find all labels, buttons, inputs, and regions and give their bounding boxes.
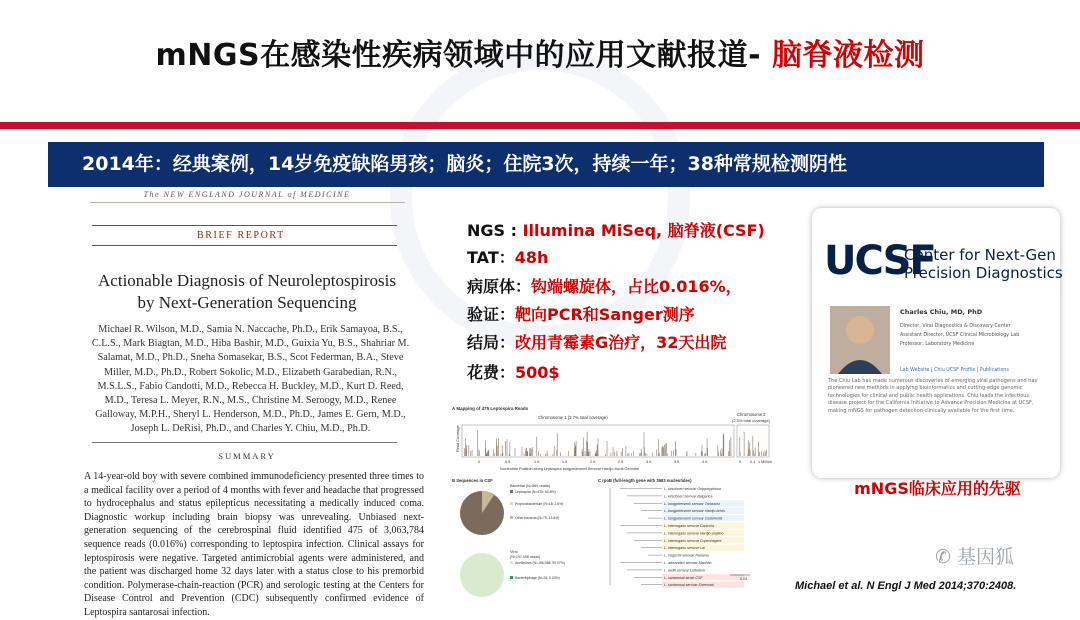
coverage-bar: [628, 453, 629, 456]
info-label: 验证：: [467, 305, 516, 324]
summary-rule: [92, 442, 397, 443]
coverage-bar: [568, 451, 569, 456]
coverage-bar: [645, 453, 646, 456]
coverage-bar: [526, 448, 527, 456]
tick-label: 3.5: [674, 460, 680, 464]
coverage-bar: [621, 452, 622, 456]
coverage-bar: [764, 451, 765, 456]
journal-rule: [90, 202, 405, 203]
coverage-bar: [590, 451, 591, 456]
legend-swatch-other: [510, 516, 513, 519]
pioneer-caption: mNGS临床应用的先驱: [854, 479, 1021, 498]
info-label: 结局：: [467, 333, 516, 352]
coverage-bar: [557, 433, 558, 456]
coverage-bar: [640, 453, 641, 456]
coverage-bar: [472, 450, 473, 456]
coverage-bar: [704, 454, 705, 456]
profile-role1: Director, Viral Diagnostics & Discovery Center: [900, 324, 1011, 329]
profile-bio-box: [828, 378, 1048, 450]
viral-legend-title: Viral: [510, 550, 518, 554]
tick-label: 0: [478, 460, 481, 464]
summary-text: A 14-year-old boy with severe combined immunodeficiency presented three times to a medical facility over a period of 4 months with fever and headache that progressed to hydrocephalus and status epilepticus necessitating a medically induced coma. Diagnostic workup including brain biopsy was unrevealing. Unbiased next-generation sequencing of the cerebrospinal fluid identified 475 of 3,063,784 sequence reads (0.016%) corresponding to leptospira infection. Clinical assays for leptospirosis were negative. Targeted antimicrobial agents were administered, and the patient was discharged home 32 days later with a status close to his premorbid condition. Polymerase-chain-reaction (PCR) and serologic testing at the Centers for Disease Control and Prevention (CDC) subsequently confirmed evidence of Leptospira santarosai infection.: [84, 471, 424, 618]
coverage-bar: [755, 447, 756, 456]
coverage-bar: [652, 452, 653, 456]
section-rule-top: [92, 225, 397, 226]
info-value: 钩端螺旋体，占比0.016%，: [531, 277, 742, 296]
slide-title: [0, 30, 1080, 74]
title-divider: [0, 122, 1080, 129]
viral-legend-count: (N=197,098 reads): [510, 555, 541, 559]
coverage-bar: [718, 445, 719, 456]
tree-leaf-label: L. interrogans serovar Canicola: [664, 524, 714, 528]
legend-swatch-leptospira: [510, 490, 513, 493]
tree-leaf-label: L. borgpetersenii serovar Hardjo-bovis: [664, 509, 725, 514]
coverage-bar: [765, 451, 766, 456]
coverage-bar: [589, 449, 590, 456]
profile-name: Charles Chiu, MD, PhD: [900, 308, 983, 316]
tree-leaf-label: L. santarosai serovar Shermani: [664, 583, 714, 588]
tree-leaf-label: L. borgpetersenii serovar Tarassovi: [664, 501, 720, 506]
section-rule-bottom: [92, 245, 397, 246]
coverage-bar: [639, 453, 640, 456]
ucsf-card-graphic: [812, 208, 1063, 478]
summary-label: SUMMARY: [218, 451, 276, 461]
article-title: [82, 270, 412, 314]
coverage-bar: [509, 454, 510, 456]
coverage-bar: [530, 448, 531, 456]
coverage-bar: [583, 437, 584, 456]
info-ngs: [467, 218, 765, 241]
tick-label: 2.0: [590, 460, 596, 464]
coverage-bar: [723, 435, 724, 456]
coverage-bar: [663, 447, 664, 456]
tree-leaf-label: L. interrogans serovar Hardjo-prajitno: [664, 531, 724, 536]
tree-leaf-label: L. weilii serovar Celledoni: [664, 568, 705, 573]
coverage-bar: [536, 437, 537, 456]
coverage-bar: [498, 438, 499, 456]
y-axis-label: Read Coverage: [456, 425, 460, 452]
coverage-bar: [596, 450, 597, 456]
info-value: 48h: [514, 248, 549, 267]
coverage-bar: [465, 438, 466, 456]
coverage-bar: [749, 442, 750, 456]
info-cost: [467, 360, 560, 383]
coverage-bar: [470, 451, 471, 456]
coverage-bar: [696, 453, 697, 456]
coverage-bar: [501, 454, 502, 456]
coverage-bar: [701, 451, 702, 456]
coverage-bar: [622, 448, 623, 456]
tree-leaf-label: L. borgpetersenii serovar Castellonis: [664, 516, 723, 521]
panel-b-title: B Sequences in CSF: [452, 478, 493, 483]
legend-swatch-propioni: [510, 502, 513, 505]
profile-links[interactable]: Lab Website | Chiu UCSF Profile | Publications: [900, 368, 1009, 373]
coverage-bar: [731, 437, 732, 456]
tick-label: 4.0: [702, 460, 708, 464]
coverage-bar: [538, 451, 539, 456]
coverage-bar: [532, 447, 533, 456]
tree-leaf-label: L. alexanderi serovar Manhao: [664, 561, 712, 565]
info-label: TAT：: [467, 248, 515, 267]
coverage-bar: [676, 449, 677, 456]
legend-swatch-anello: [510, 561, 513, 564]
coverage-bar: [671, 451, 672, 456]
legend-bacterio: Bacteriophage (N=28; 0.03%): [515, 576, 560, 580]
info-value: 500$: [515, 363, 560, 382]
article-title-line2: by Next-Generation Sequencing: [137, 293, 357, 312]
x-axis-label: Nucleotide Position along Leptospira borgpetersenii Serovar Hardjo-bovis Genome: [500, 467, 640, 471]
coverage-bar: [753, 436, 754, 456]
coverage-bar: [596, 454, 597, 456]
center-name-line2: Precision Diagnostics: [904, 264, 1063, 282]
info-outcome: [467, 330, 726, 353]
coverage-bar: [468, 445, 469, 456]
coverage-bar: [547, 453, 548, 456]
coverage-bar: [675, 441, 676, 456]
coverage-bar: [748, 454, 749, 456]
coverage-bar: [729, 451, 730, 456]
coverage-bar: [605, 454, 606, 456]
coverage-bar: [486, 454, 487, 456]
coverage-bar: [721, 454, 722, 456]
coverage-bar: [641, 453, 642, 456]
coverage-bar: [744, 432, 745, 456]
coverage-bar: [478, 450, 479, 456]
coverage-bar: [753, 450, 754, 456]
profile-photo-face: [846, 316, 874, 344]
info-validation: [467, 302, 695, 325]
wechat-icon: ✆: [935, 546, 957, 568]
tick-label: 0: [739, 460, 742, 464]
info-pathogen: [467, 274, 742, 297]
tick-label: 0.5: [505, 460, 511, 464]
coverage-bar: [493, 449, 494, 456]
coverage-bar: [487, 453, 488, 456]
tree-leaf-label: L. kirschneri serovar Bulgarica: [664, 494, 713, 499]
chrom2-coverage-bars: [739, 432, 766, 456]
coverage-bar: [766, 450, 767, 456]
chrom1-coverage-bars: [464, 430, 731, 456]
coverage-bar: [497, 446, 498, 456]
coverage-bar: [540, 454, 541, 456]
coverage-bar: [629, 453, 630, 456]
coverage-bar: [722, 449, 723, 456]
info-label: 病原体：: [467, 277, 532, 296]
info-value: 改用青霉素G治疗，32天出院: [515, 333, 727, 352]
coverage-bar: [525, 451, 526, 456]
coverage-bar: [510, 442, 511, 456]
chrom1-label: Chromosome 1 (3.7% total coverage): [538, 415, 608, 420]
title-highlight: 脑脊液检测: [772, 38, 925, 73]
coverage-bar: [613, 447, 614, 456]
coverage-bar: [582, 452, 583, 456]
tree-leaf-label: L. kirschneri serovar Grippotyphosa: [664, 487, 721, 491]
viral-pie: [460, 553, 504, 597]
tick-label: 1.5: [562, 460, 568, 464]
info-label: NGS :: [467, 221, 523, 240]
coverage-bar: [667, 453, 668, 456]
coverage-bar: [665, 444, 666, 456]
coverage-bar: [505, 441, 506, 456]
wechat-account: 基因狐: [956, 546, 1014, 568]
case-banner: 2014年：经典案例，14岁免疫缺陷男孩；脑炎；住院3次，持续一年；38种常规检测阴性: [48, 142, 1044, 187]
coverage-bar: [633, 451, 634, 456]
coverage-bar: [662, 446, 663, 456]
coverage-bar: [527, 451, 528, 456]
ucsf-logo: UCSF: [824, 238, 935, 284]
legend-propioni: Propionibacterium (N=15; 2.6%): [515, 502, 564, 506]
coverage-bar: [575, 446, 576, 456]
legend-leptospira: Leptospira (N=475; 83.8%): [515, 490, 556, 494]
coverage-bar: [724, 433, 725, 456]
coverage-bar: [466, 445, 467, 456]
tick-label: 2.5: [618, 460, 624, 464]
coverage-bar: [607, 441, 608, 456]
coverage-bar: [720, 450, 721, 456]
profile-bio: The Chiu Lab has made numerous discoveries of emerging viral pathogens and has pioneered new methods in applying bioinformatics and cutting-edge genomic technologies for clinical and public health applications. Chiu leads the infectious disease project for the California Initiative to Advance Precision Medicine at UCSF, making mNGS for pathogen detection clinically available for the first time.: [828, 378, 1038, 414]
title-main: mNGS在感染性疾病领域中的应用文献报道-: [155, 38, 772, 73]
coverage-bar: [554, 446, 555, 456]
coverage-bar: [647, 454, 648, 456]
profile-role3: Professor, Laboratory Medicine: [900, 342, 975, 347]
info-label: 花费：: [467, 363, 516, 382]
tick-label: 1 Million: [758, 460, 772, 464]
tree-leaf-label: L. interrogans serovar Lai: [664, 546, 705, 551]
coverage-bar: [611, 453, 612, 456]
coverage-bar: [761, 451, 762, 456]
coverage-bar: [617, 454, 618, 456]
coverage-bar: [631, 453, 632, 456]
coverage-bar: [666, 443, 667, 456]
info-tat: [467, 245, 548, 268]
coverage-bar: [502, 445, 503, 456]
coverage-bar: [707, 438, 708, 456]
center-name-line1: Center for Next-Gen: [904, 246, 1056, 264]
tree-leaf-label: L. santarosai strain CSF: [664, 575, 703, 580]
coverage-bar: [748, 440, 749, 456]
panel-a-title: A Mapping of 475 Leptospira Reads: [452, 406, 529, 411]
coverage-bar: [553, 454, 554, 456]
coverage-bar: [740, 452, 741, 456]
section-label: BRIEF REPORT: [197, 230, 285, 241]
legend-swatch-bacterio: [510, 576, 513, 579]
coverage-bar: [614, 452, 615, 456]
coverage-bar: [531, 449, 532, 456]
coverage-bar: [464, 448, 465, 456]
coverage-bar: [759, 452, 760, 456]
coverage-bar: [522, 447, 523, 456]
coverage-bar: [597, 448, 598, 456]
info-value: Illumina MiSeq, 脑脊液(CSF): [522, 221, 765, 240]
coverage-bar: [586, 441, 587, 456]
coverage-bar: [656, 450, 657, 456]
legend-other: Other bacteria (N=79; 13.8%): [515, 516, 560, 520]
coverage-bar: [587, 452, 588, 456]
panel-c-title: C rpoB (full-length gene with 3683 nucleotides): [598, 478, 692, 483]
coverage-bar: [673, 450, 674, 456]
coverage-bar: [503, 453, 504, 456]
coverage-bar: [659, 453, 660, 456]
coverage-bar: [626, 446, 627, 456]
tree-scale-label: 0.04: [740, 577, 747, 581]
info-value: 靶向PCR和Sanger测序: [515, 305, 695, 324]
coverage-bar: [750, 450, 751, 456]
coverage-bar: [488, 451, 489, 456]
coverage-bar: [560, 452, 561, 456]
coverage-bar: [705, 453, 706, 456]
coverage-bar: [530, 453, 531, 456]
tree-leaf-label: L. interrogans serovar Copenhageni: [664, 538, 722, 543]
bacterial-legend-title: Bacterial (N=569 reads): [510, 484, 551, 488]
article-excerpt: [82, 188, 427, 618]
coverage-bar: [545, 454, 546, 456]
chrom2-coverage: (2.3% total coverage): [732, 418, 771, 423]
profile-role2: Assistant Director, UCSF Clinical Microbiology Lab: [900, 333, 1020, 338]
coverage-bar: [585, 451, 586, 456]
coverage-bar: [664, 445, 665, 456]
coverage-bar: [644, 447, 645, 456]
coverage-bar: [494, 453, 495, 456]
tick-label: 0.1: [750, 460, 756, 464]
coverage-bar: [758, 442, 759, 456]
coverage-bar: [658, 454, 659, 456]
coverage-bar: [687, 452, 688, 456]
journal-header: The NEW ENGLAND JOURNAL of MEDICINE: [143, 190, 351, 199]
results-figure: [450, 400, 780, 608]
coverage-bar: [588, 452, 589, 456]
chrom2-label: Chromosome 2: [737, 412, 766, 417]
coverage-bar: [658, 439, 659, 456]
tick-label: 1.0: [534, 460, 540, 464]
citation: Michael et al. N Engl J Med 2014;370:2408.: [795, 580, 1017, 592]
coverage-bar: [702, 452, 703, 456]
coverage-bar: [718, 452, 719, 456]
tree-leaf-label: L. noguchii serovar Panama: [664, 553, 709, 558]
coverage-bar: [515, 448, 516, 456]
coverage-bar: [496, 439, 497, 456]
wechat-watermark: [935, 542, 1014, 569]
article-authors: Michael R. Wilson, M.D., Samia N. Naccache, Ph.D., Erik Samayoa, B.S., C.L.S., Mark Biagtan, M.D., Hiba Bashir, M.D., Guixia Yu, B.S., Shahriar M. Salamat, M.D., Ph.D., Sneha Somasekar, B.S., Scot Federman, B.A., Steve Miller, M.D., Ph.D., Robert Sokolic, M.D., Elizabeth Garabedian, R.N., M.S.L.S., Fabio Candotti, M.D., Rebecca H. Buckley, M.D., Kurt D. Reed, M.D., Teresa L. Meyer, R.N., M.S., Christine M. Seroogy, M.D., Renee Galloway, M.P.H., Sheryl L. Henderson, M.D., Ph.D., James E. Gern, M.D., Joseph L. DeRisi, Ph.D., and Charles Y. Chiu, M.D., Ph.D.: [91, 324, 410, 435]
tick-label: 3.0: [646, 460, 652, 464]
ucsf-profile-card: [812, 208, 1063, 478]
coverage-bar: [524, 454, 525, 456]
coverage-bar: [576, 441, 577, 456]
coverage-bar: [728, 451, 729, 456]
coverage-bar: [595, 453, 596, 456]
coverage-bar: [485, 448, 486, 456]
article-title-line1: Actionable Diagnosis of Neuroleptospirosis: [98, 271, 396, 290]
coverage-bar: [507, 439, 508, 456]
phylogenetic-tree: [610, 485, 750, 587]
coverage-bar: [479, 451, 480, 456]
legend-anello: Anellovirus (N=196,968; 99.97%): [515, 561, 565, 565]
